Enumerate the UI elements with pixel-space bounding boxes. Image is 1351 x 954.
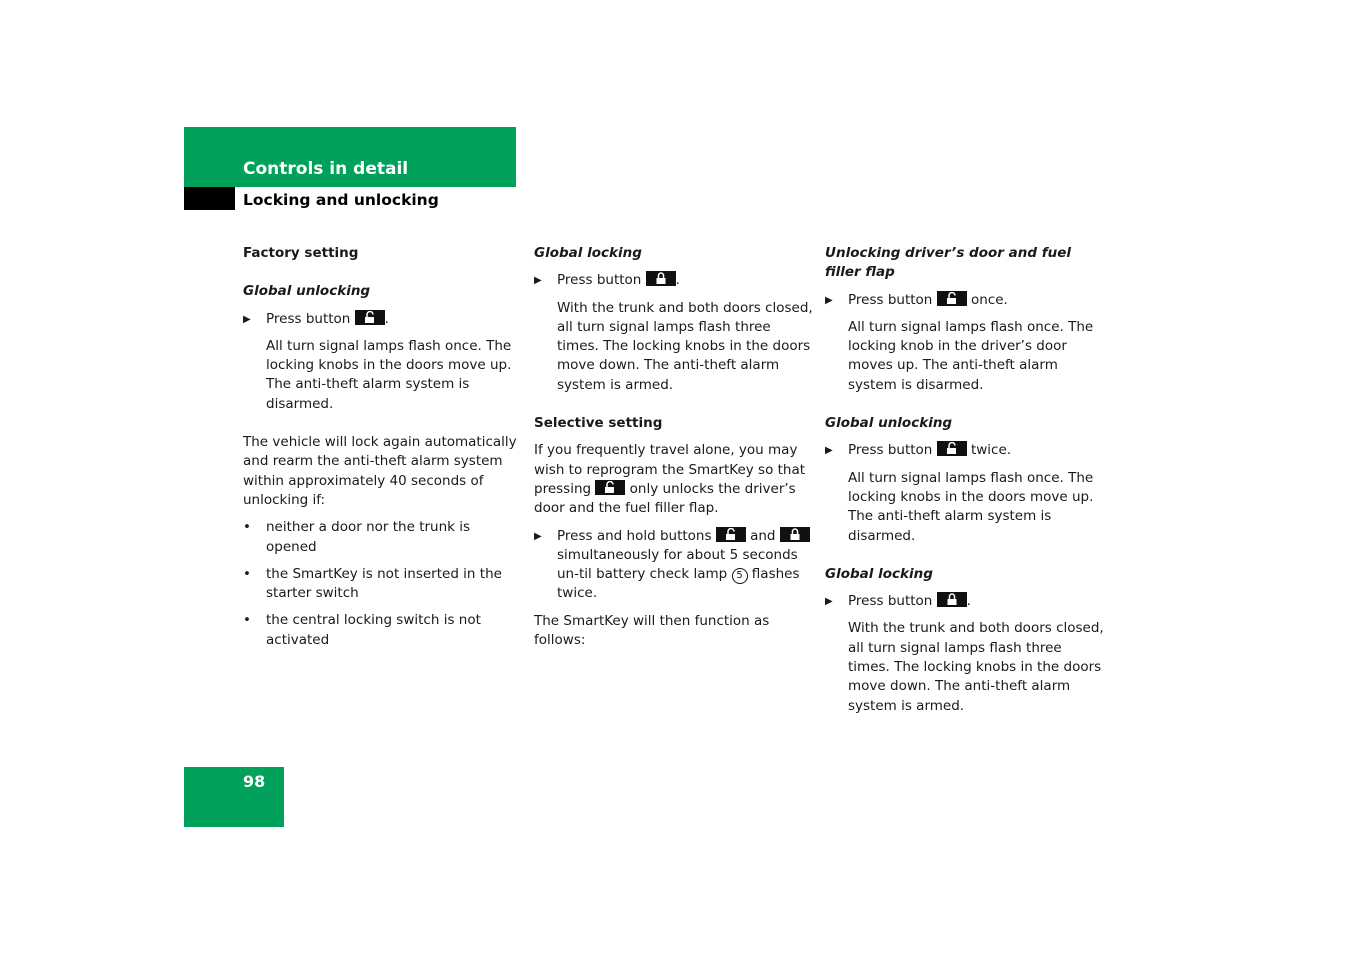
paragraph: The SmartKey will then function as follows: xyxy=(534,612,770,649)
list-item: • the SmartKey is not inserted in the starter switch xyxy=(243,565,502,602)
global-unlocking-heading: Global unlocking xyxy=(825,415,953,432)
lock-button-icon xyxy=(646,271,676,286)
lock-button-icon xyxy=(780,527,810,542)
unlock-button-icon xyxy=(716,527,746,542)
unlocking-drivers-door-heading: Unlocking driver’s door and fuel filler flap xyxy=(825,245,1071,281)
unlock-button-icon xyxy=(937,441,967,456)
paragraph: If you frequently travel alone, you may wish to reprogram the SmartKey so that pressing only unlocks the driver’s door and the fuel filler flap. xyxy=(534,442,806,517)
subsection-title: Locking and unlocking xyxy=(243,191,439,209)
instruction-step: ▶ Press and hold buttons and simultaneously for about 5 seconds un-til battery check lamp 5 flashes twice. xyxy=(534,527,814,604)
header-marker xyxy=(184,187,235,210)
step-result: With the trunk and both doors closed, all turn signal lamps flash three times. The locking knobs in the doors move down. The anti-theft alarm system is armed. xyxy=(848,620,1104,714)
battery-check-lamp-icon: 5 xyxy=(732,568,748,584)
step-arrow-icon: ▶ xyxy=(243,313,251,325)
paragraph: The vehicle will lock again automatically and rearm the anti-theft alarm system within approximately 40 seconds of unlocking if: xyxy=(243,434,517,508)
global-unlocking-heading: Global unlocking xyxy=(243,283,371,300)
step-result: All turn signal lamps flash once. The locking knobs in the doors move up. The anti-theft alarm system is disarmed. xyxy=(266,337,512,412)
instruction-step: ▶ Press button . xyxy=(243,310,518,329)
instruction-step: ▶ Press button twice. xyxy=(825,441,1105,460)
step-arrow-icon: ▶ xyxy=(534,275,542,287)
column-1 xyxy=(243,244,518,658)
column-3 xyxy=(825,244,1105,735)
selective-setting-heading: Selective setting xyxy=(534,415,663,432)
step-arrow-icon: ▶ xyxy=(825,445,833,457)
step-result: All turn signal lamps flash once. The locking knobs in the doors move up. The anti-theft alarm system is disarmed. xyxy=(848,469,1094,544)
step-arrow-icon: ▶ xyxy=(825,294,833,306)
column-2 xyxy=(534,244,814,658)
bullet-icon: • xyxy=(243,519,251,536)
unlock-button-icon xyxy=(937,291,967,306)
instruction-step: ▶ Press button . xyxy=(825,592,1105,611)
section-title: Controls in detail xyxy=(243,159,409,179)
instruction-step: ▶ Press button . xyxy=(534,271,814,290)
bullet-icon: • xyxy=(243,612,251,629)
step-result: With the trunk and both doors closed, all turn signal lamps flash three times. The locking knobs in the doors move down. The anti-theft alarm system is armed. xyxy=(557,299,813,393)
global-locking-heading: Global locking xyxy=(534,245,642,261)
step-result: All turn signal lamps flash once. The locking knob in the driver’s door moves up. The anti-theft alarm system is disarmed. xyxy=(848,318,1094,393)
page-number: 98 xyxy=(243,772,266,791)
list-item: • neither a door nor the trunk is opened xyxy=(243,519,471,555)
factory-setting-heading: Factory setting xyxy=(243,245,359,261)
page-number-box xyxy=(184,767,284,827)
unlock-button-icon xyxy=(595,480,625,495)
step-arrow-icon: ▶ xyxy=(534,530,542,542)
list-item: • the central locking switch is not activated xyxy=(243,612,481,648)
global-locking-heading: Global locking xyxy=(825,565,933,582)
step-arrow-icon: ▶ xyxy=(825,596,833,608)
unlock-button-icon xyxy=(355,310,385,325)
lock-button-icon xyxy=(937,592,967,607)
instruction-step: ▶ Press button once. xyxy=(825,291,1105,310)
bullet-icon: • xyxy=(243,565,251,582)
